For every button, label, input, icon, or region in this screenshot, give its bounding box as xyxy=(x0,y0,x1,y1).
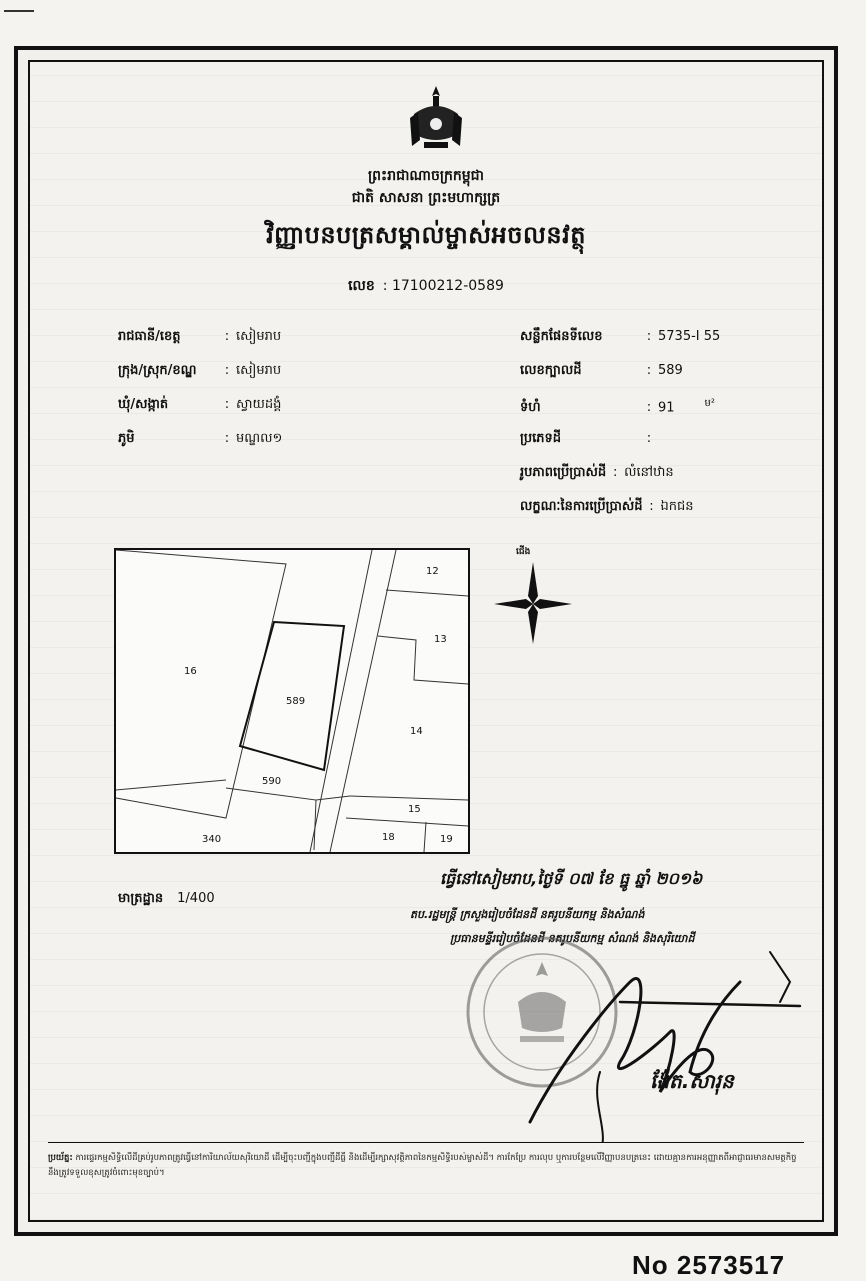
parcel-label-15: 15 xyxy=(408,804,421,815)
kingdom-heading: ព្រះរាជាណាចក្រកម្ពុជា xyxy=(367,168,484,184)
field-label: លក្ខណៈនៃការប្រើប្រាស់ដី xyxy=(520,499,643,514)
parcel-label-590: 590 xyxy=(262,776,282,787)
map-scale xyxy=(118,890,215,909)
signature-mark xyxy=(500,942,820,1142)
field-parcel-number: លេខក្បាលដី : 589 xyxy=(520,362,683,381)
field-label: លេខក្បាលដី xyxy=(520,363,582,378)
serial-number: No 2573517 xyxy=(632,1250,786,1280)
scan-mark xyxy=(4,10,34,12)
certificate-number-value: : 17100212-0589 xyxy=(382,278,504,294)
field-village: ភូមិ : មណ្ឌល១ xyxy=(118,430,282,449)
field-value: 5735-I 55 xyxy=(658,329,721,344)
field-label: ទំហំ xyxy=(520,400,541,416)
field-land-use: រូបភាពប្រើប្រាស់ដី : លំនៅឋាន xyxy=(520,464,674,483)
field-value: មណ្ឌល១ xyxy=(236,431,283,446)
field-value: ស្វាយដង្គំ xyxy=(236,397,282,412)
parcel-label-19: 19 xyxy=(440,834,453,845)
field-value: 91 xyxy=(658,400,675,416)
field-label: ភូមិ xyxy=(118,431,135,446)
parcel-label-13: 13 xyxy=(434,634,447,645)
field-label: ប្រភេទដី xyxy=(520,431,562,446)
issue-date: ធ្វើនៅសៀមរាប,ថ្ងៃទី ០៧ ខែ ធ្នូ ឆ្នាំ ២០១៦ xyxy=(440,869,703,888)
field-land-use-character: លក្ខណៈនៃការប្រើប្រាស់ដី : ឯកជន xyxy=(520,498,694,517)
certificate-body xyxy=(28,60,824,1222)
field-value: សៀមរាប xyxy=(236,329,282,344)
certificate-number-label: លេខ xyxy=(348,278,375,294)
field-value: លំនៅឋាន xyxy=(624,465,674,480)
field-label: រាជធានី/ខេត្ត xyxy=(118,329,181,344)
signatory-title-line2: ប្រធានមន្ទីររៀបចំដែនដី នគរូបនីយកម្ម សំណង់ និងសុរិយោដី xyxy=(450,932,695,945)
notes-label: ប្រយ័ត្ន: xyxy=(48,1153,73,1163)
scale-label: មាត្រដ្ឋាន xyxy=(118,891,164,906)
national-motto: ជាតិ សាសនា ព្រះមហាក្សត្រ xyxy=(351,190,501,206)
field-area: ទំហំ : 91 $^{ម^2}$ xyxy=(520,396,715,418)
field-district: ក្រុង/ស្រុក/ខណ្ឌ : សៀមរាប xyxy=(118,362,281,381)
parcel-label-14: 14 xyxy=(410,726,423,737)
parcel-map-drawing xyxy=(116,550,468,852)
parcel-label-340: 340 xyxy=(202,834,222,845)
cadastral-map xyxy=(114,548,470,854)
parcel-label-18: 18 xyxy=(382,832,395,843)
area-unit: ម² xyxy=(704,398,715,409)
field-label: ក្រុង/ស្រុក/ខណ្ឌ xyxy=(118,363,197,378)
field-value: សៀមរាប xyxy=(236,363,282,378)
signatory-title-line1: តប.រដ្ឋមន្ត្រី ក្រសួងរៀបចំដែនដី នគរូបនីយកម្ម និងសំណង់ xyxy=(410,908,645,921)
field-value: 589 xyxy=(658,363,683,378)
field-label: សន្លឹកផែនទីលេខ xyxy=(520,329,603,344)
certificate-number xyxy=(30,276,822,297)
parcel-label-16: 16 xyxy=(184,666,197,677)
field-commune: ឃុំ/សង្កាត់ : ស្វាយដង្គំ xyxy=(118,396,281,415)
royal-emblem-icon xyxy=(406,84,466,154)
scale-value: 1/400 xyxy=(177,891,215,906)
parcel-label-12: 12 xyxy=(426,566,439,577)
certificate-frame xyxy=(14,46,838,1236)
notes-text: ការផ្ទេរកម្មសិទ្ធិលើដីគ្រប់រូបភាពត្រូវធ្វើនៅការិយាល័យសុរិយោដី ដើម្បីចុះបញ្ជីក្នុងបញ្ជីដីធ្លី និងដើម្បីរក្សាសុវត្ថិភាពនៃកម្មសិទ្ធិរបស់ម្ចាស់ដី។ ការកែប្រែ ការលុប ឬការបន្ថែមលើវិញ្ញាបនបត្រនេះ ដោយគ្មានការអនុញ្ញាតពីអាជ្ញាធរមានសមត្ថកិច្ច នឹងត្រូវទទួលខុសត្រូវចំពោះមុខច្បាប់។ xyxy=(48,1153,797,1178)
parcel-label-589: 589 xyxy=(286,696,306,707)
field-land-type: ប្រភេទដី : xyxy=(520,430,658,449)
signatory-name: ង៉ែត.សារុន xyxy=(650,1069,734,1093)
field-value: ឯកជន xyxy=(660,499,694,514)
notes-section xyxy=(48,1142,804,1181)
field-province: រាជធានី/ខេត្ត : សៀមរាប xyxy=(118,328,281,347)
field-label: ឃុំ/សង្កាត់ xyxy=(118,397,169,412)
page-title: វិញ្ញាបនបត្រសម្គាល់ម្ចាស់អចលនវត្ថុ xyxy=(266,221,586,249)
north-arrow-icon xyxy=(488,544,578,644)
field-label: រូបភាពប្រើប្រាស់ដី xyxy=(520,465,607,480)
north-label: ជើង xyxy=(516,547,531,557)
field-map-sheet: សន្លឹកផែនទីលេខ : 5735-I 55 xyxy=(520,328,720,347)
